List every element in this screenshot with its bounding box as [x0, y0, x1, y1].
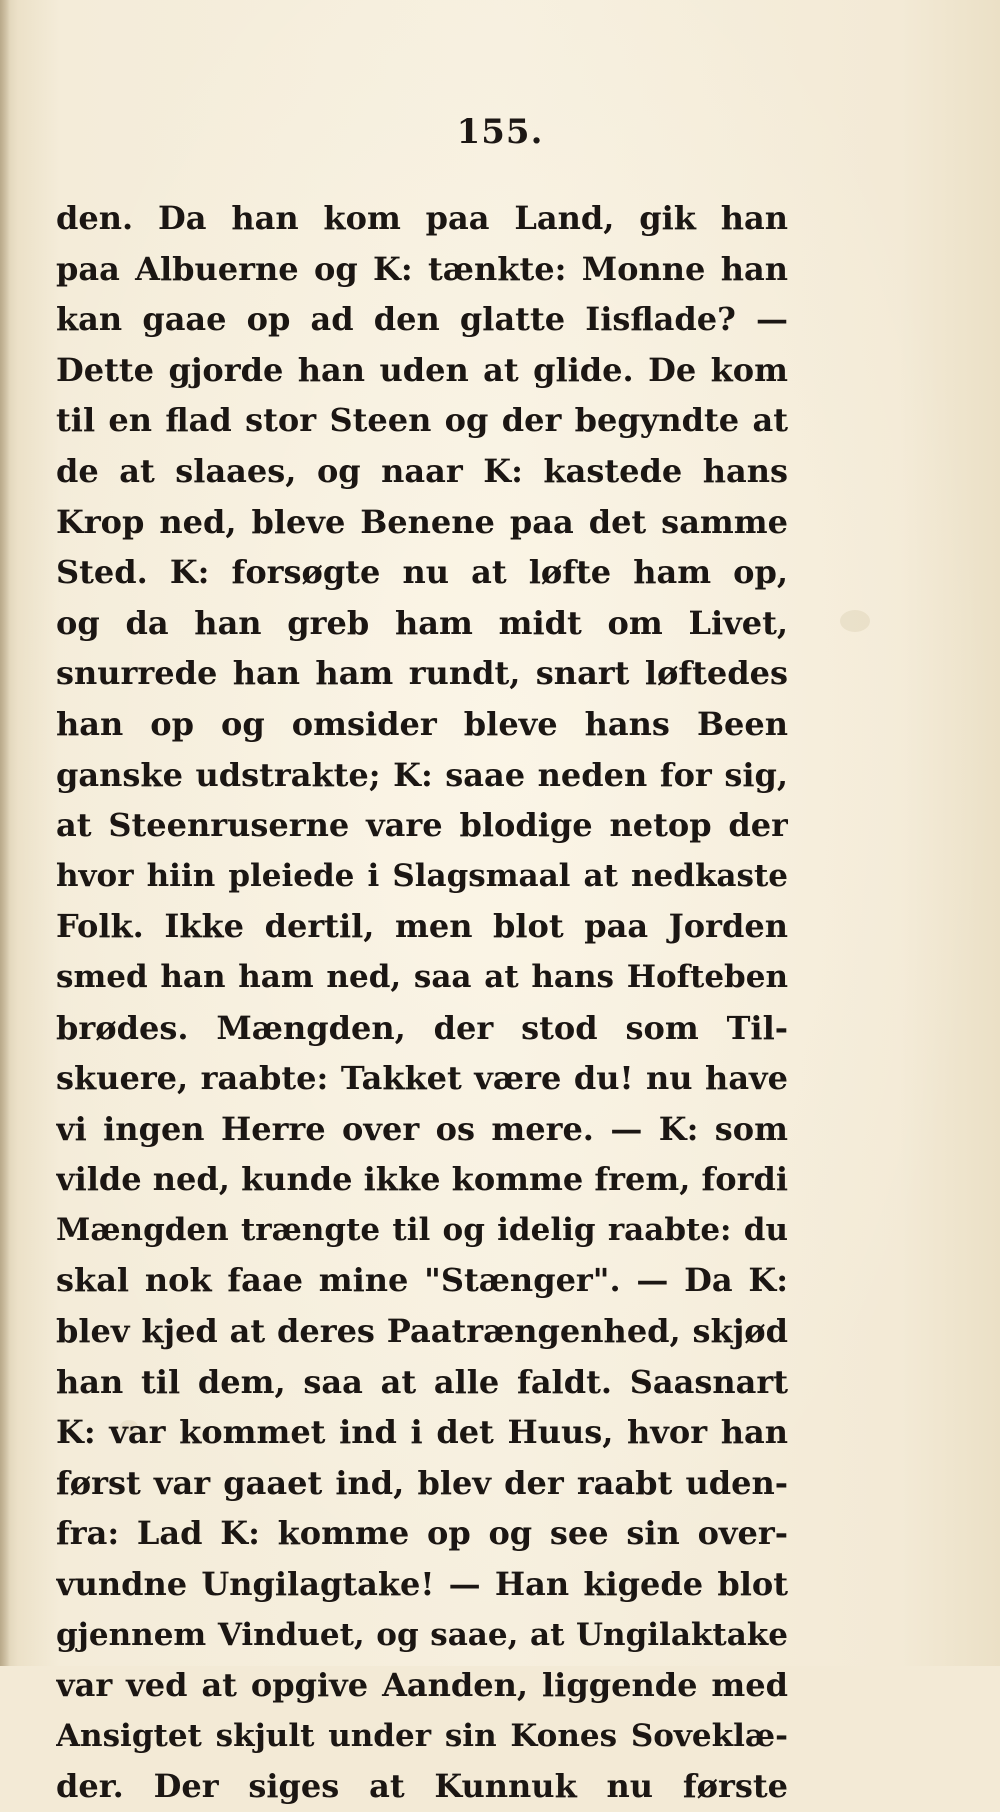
text-line: og da han greb ham midt om Livet,: [56, 603, 788, 642]
text-line: Ansigtet skjult under sin Kones Soveklæ-: [56, 1717, 788, 1754]
text-line: til en flad stor Steen og der begyndte at: [56, 401, 788, 440]
text-line: der. Der siges at Kunnuk nu første: [56, 1767, 788, 1806]
text-line: paa Albuerne og K: tænkte: Monne han: [56, 249, 788, 288]
text-line: Krop ned, bleve Benene paa det samme: [56, 502, 788, 541]
text-line: gjennem Vinduet, og saae, at Ungilaktake: [56, 1616, 788, 1653]
text-line: den. Da han kom paa Land, gik han: [56, 199, 788, 237]
text-line: Folk. Ikke dertil, men blot paa Jorden: [56, 907, 788, 946]
text-line: fra: Lad K: komme op og see sin over-: [56, 1514, 788, 1553]
text-line: skal nok faae mine "Stænger". — Da K:: [56, 1261, 788, 1300]
text-line: Dette gjorde han uden at glide. De kom: [56, 350, 788, 389]
text-line: K: var kommet ind i det Huus, hvor han: [56, 1413, 788, 1452]
text-line: kan gaae op ad den glatte Iisflade? —: [56, 300, 788, 339]
body-text: [56, 193, 788, 1812]
text-line: ganske udstrakte; K: saae neden for sig,: [56, 755, 788, 794]
text-line: skuere, raabte: Takket være du! nu have: [56, 1059, 788, 1098]
text-line: snurrede han ham rundt, snart løftedes: [56, 654, 788, 693]
text-line: han til dem, saa at alle faldt. Saasnart: [56, 1362, 788, 1401]
text-line: blev kjed at deres Paatrængenhed, skjød: [56, 1312, 788, 1351]
text-line: vundne Ungilagtake! — Han kigede blot: [56, 1565, 788, 1604]
text-line: han op og omsider bleve hans Been: [56, 704, 788, 743]
paper-stain: [840, 610, 870, 632]
text-line: vi ingen Herre over os mere. — K: som: [56, 1109, 788, 1148]
page-number: 155.: [456, 112, 544, 152]
text-line: smed han ham ned, saa at hans Hofteben: [56, 958, 788, 995]
text-line: vilde ned, kunde ikke komme frem, fordi: [56, 1160, 788, 1199]
text-line: var ved at opgive Aanden, liggende med: [56, 1666, 788, 1705]
text-line: først var gaaet ind, blev der raabt uden-: [56, 1463, 788, 1502]
text-line: Mængden trængte til og idelig raabte: du: [56, 1211, 788, 1248]
text-line: hvor hiin pleiede i Slagsmaal at nedkaste: [56, 857, 788, 894]
text-line: brødes. Mængden, der stod som Til-: [56, 1008, 788, 1047]
text-line: de at slaaes, og naar K: kastede hans: [56, 451, 788, 490]
page-edge-shadow: [0, 0, 10, 1666]
text-line: Sted. K: forsøgte nu at løfte ham op,: [56, 553, 788, 592]
text-line: at Steenruserne vare blodige netop der: [56, 806, 788, 845]
